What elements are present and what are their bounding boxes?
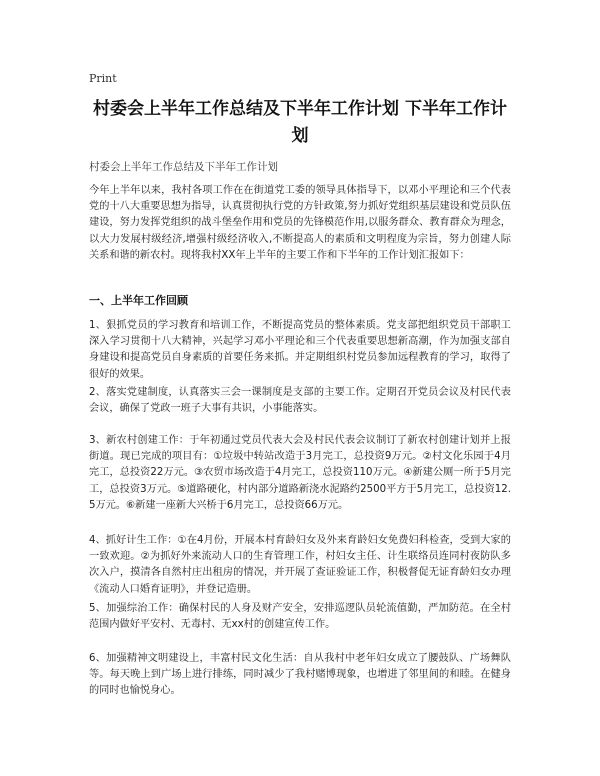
paragraph-family-planning: 4、抓好计生工作：①在4月份，开展本村育龄妇女及外来育龄妇女免费妇科检查，受到大家的一致欢迎。②为抓好外来流动人口的生育管理工作，村妇女主任、计生联络员连同村夜防队多次入户，摸清各自然村庄出租房的情况，并开展了查证验证工作，积极督促无证育龄妇女办理《流动人口婚育证明》，并登记造册。: [89, 535, 511, 595]
document-subtitle: 村委会上半年工作总结及下半年工作计划: [89, 161, 278, 173]
section-heading-review: 一、上半年工作回顾: [89, 294, 188, 307]
intro-paragraph: 今年上半年以来，我村各项工作在在街道党工委的领导具体指导下，以邓小平理论和三个代表党的十八大重要思想为指导，认真贯彻执行党的方针政策,努力抓好党组织基层建设和党员队伍建设，努力发挥党组织的战斗堡垒作用和党员的先锋模范作用,以服务群众、教育群众为理念，以大力发展村级经济,增强村级经济收入,不断提高人的素质和文明程度为宗旨，努力创建人际关系和谐的新农村。现将我村XX年上半年的主要工作和下半年的工作计划汇报如下：: [89, 185, 511, 261]
paragraph-party-education: 1、狠抓党员的学习教育和培训工作，不断提高党员的整体素质。党支部把组织党员干部职工深入学习贯彻十八大精神，兴起学习邓小平理论和三个代表重要思想新高潮，作为加强支部自身建设和提高党员自身素质的首要任务来抓。并定期组织村党员参加远程教育的学习，取得了很好的效果。: [89, 320, 511, 380]
print-link[interactable]: Print: [89, 72, 117, 85]
document-title: 村委会上半年工作总结及下半年工作计划 下半年工作计划: [93, 99, 507, 146]
paragraph-new-village: 3、新农村创建工作：于年初通过党员代表大会及村民代表会议制订了新农村创建计划并上报街道。现已完成的项目有：①垃圾中转站改造于3月完工，总投资9万元。②村文化乐园于4月完工，总投资22万元。③农贸市场改造于4月完工，总投资110万元。④新建公厕一所于5月完工，总投资3万元。⑤道路硬化，村内部分道路新浇水泥路约2500平方于5月完工，总投资12.5万元。⑥新建一座新大兴桥于6月完工，总投资66万元。: [89, 435, 511, 511]
paragraph-public-security: 5、加强综治工作：确保村民的人身及财产安全，安排巡逻队员轮流值勤，严加防范。在全村范围内做好平安村、无毒村、无xx村的创建宣传工作。: [89, 603, 511, 631]
paragraph-party-system: 2、落实党建制度，认真落实三会一课制度是支部的主要工作。定期召开党员会议及村民代表会议，确保了党政一班子大事有共识，小事能落实。: [89, 387, 511, 415]
paragraph-culture: 6、加强精神文明建设上，丰富村民文化生活：自从我村中老年妇女成立了腰鼓队、广场舞队等。每天晚上到广场上进行排练，同时减少了我村赌博现象，也增进了邻里间的和睦。在健身的同时也愉悦身心。: [89, 653, 511, 697]
